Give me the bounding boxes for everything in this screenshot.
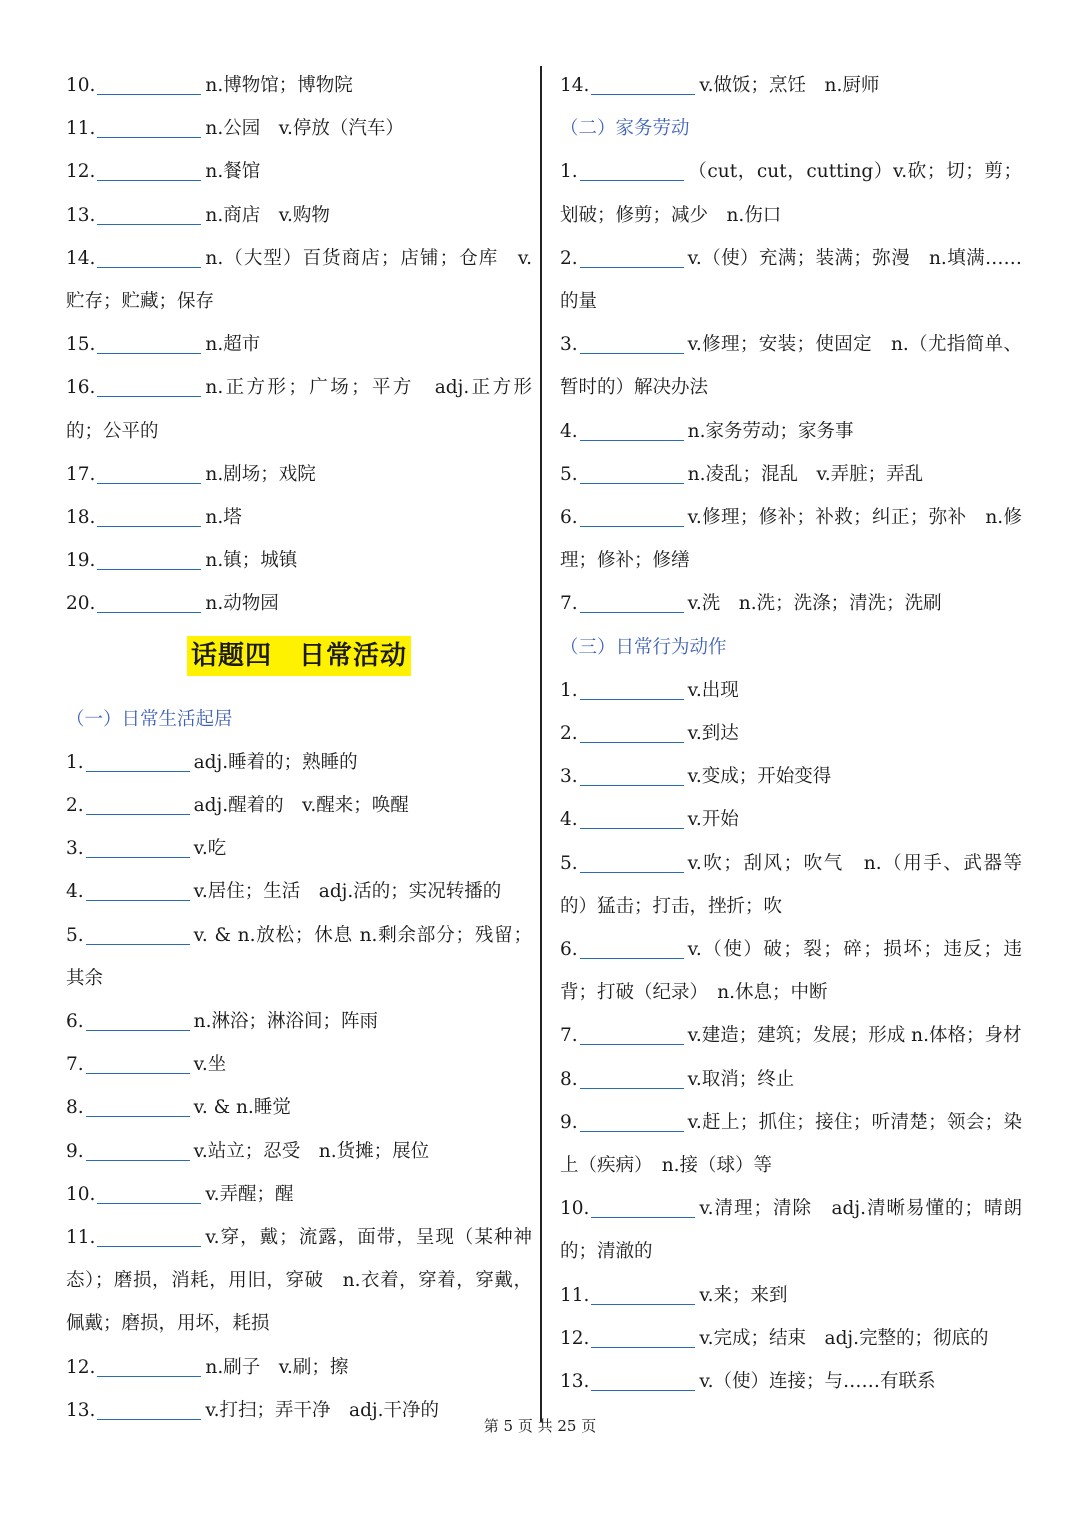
vocab-entry: [560, 453, 1022, 496]
vocab-entry: [560, 1101, 1022, 1187]
entry-number: 8.: [560, 1068, 578, 1090]
entry-definition: v.弄醒；醒: [205, 1183, 294, 1205]
vocab-entry: [560, 842, 1022, 928]
entry-number: 13.: [560, 1371, 590, 1393]
entry-number: 18.: [66, 507, 96, 529]
vocab-entry: [560, 1274, 1022, 1317]
entry-number: 5.: [560, 852, 578, 874]
entry-number: 3.: [560, 334, 578, 356]
entry-number: 12.: [66, 161, 96, 183]
column-divider: [540, 66, 542, 1422]
answer-blank[interactable]: [97, 70, 201, 95]
vocab-entry: [66, 539, 532, 582]
vocab-entry: [66, 1173, 532, 1216]
entry-number: 7.: [66, 1054, 84, 1076]
entry-number: 14.: [66, 247, 96, 269]
entry-number: 2.: [560, 723, 578, 745]
entry-definition: v.变成；开始变得: [687, 766, 832, 788]
answer-blank[interactable]: [86, 920, 190, 945]
entry-definition: n.塔: [205, 507, 242, 529]
entry-number: 3.: [66, 838, 84, 860]
answer-blank[interactable]: [580, 459, 684, 484]
entry-number: 6.: [560, 507, 578, 529]
entry-definition: v.修理；安装；使固定 n.（尤指简单、暂时的）解决办法: [560, 334, 1022, 399]
entry-number: 17.: [66, 463, 96, 485]
vocab-entry: [66, 827, 532, 870]
answer-blank[interactable]: [580, 329, 684, 354]
entry-number: 12.: [66, 1356, 96, 1378]
answer-blank[interactable]: [591, 1366, 695, 1391]
entry-definition: v.取消；终止: [687, 1068, 795, 1090]
vocab-entry: [66, 366, 532, 452]
answer-blank[interactable]: [580, 243, 684, 268]
answer-blank[interactable]: [97, 1352, 201, 1377]
entry-definition: n.公园 v.停放（汽车）: [205, 118, 404, 140]
entry-number: 4.: [66, 881, 84, 903]
answer-blank[interactable]: [580, 1020, 684, 1045]
entry-number: 15.: [66, 334, 96, 356]
answer-blank[interactable]: [580, 1107, 684, 1132]
vocab-entry: [66, 870, 532, 913]
vocab-entry: [560, 150, 1022, 236]
entry-definition: n.博物馆；博物院: [205, 75, 353, 96]
entry-definition: n.家务劳动；家务事: [687, 420, 854, 442]
entry-definition: adj.醒着的 v.醒来；唤醒: [193, 795, 409, 817]
entry-number: 1.: [560, 161, 578, 183]
entry-definition: n.凌乱；混乱 v.弄脏；弄乱: [687, 463, 924, 485]
entry-number: 13.: [66, 1399, 96, 1421]
entry-number: 7.: [560, 1025, 578, 1047]
page-footer: 第 5 页 共 25 页: [483, 1417, 597, 1435]
vocab-entry: [560, 582, 1022, 625]
vocab-entry: [560, 237, 1022, 323]
entry-number: 9.: [66, 1140, 84, 1162]
entry-definition: v.穿，戴；流露，面带，呈现（某种神态）；磨损，消耗，用旧，穿破 n.衣着，穿着，穿戴，佩戴；磨损，用坏，耗损: [66, 1227, 532, 1335]
entry-definition: v. & n.放松；休息 n.剩余部分；残留；其余: [66, 924, 532, 989]
vocab-entry: [66, 1043, 532, 1086]
answer-blank[interactable]: [580, 502, 684, 527]
entry-number: 4.: [560, 809, 578, 831]
entry-definition: v.完成；结束 adj.完整的；彻底的: [699, 1327, 989, 1349]
entry-number: 5.: [66, 924, 84, 946]
entry-number: 11.: [560, 1284, 590, 1306]
vocab-entry: [66, 1346, 532, 1389]
entry-definition: v.坐: [193, 1054, 227, 1076]
entry-number: 7.: [560, 593, 578, 615]
right-column: [560, 64, 1022, 1403]
entry-definition: v.站立；忍受 n.货摊；展位: [193, 1140, 430, 1162]
entry-definition: v.做饭；烹饪 n.厨师: [699, 75, 880, 96]
entry-definition: n.（大型）百货商店；店铺；仓库 v.贮存；贮藏；保存: [66, 247, 532, 313]
answer-blank[interactable]: [591, 1193, 695, 1218]
answer-blank[interactable]: [86, 1092, 190, 1117]
answer-blank[interactable]: [97, 502, 201, 527]
vocab-entry: [66, 1086, 532, 1129]
entry-number: 6.: [66, 1011, 84, 1033]
entry-definition: v.建造；建筑；发展；形成 n.体格；身材: [687, 1025, 1022, 1047]
entry-number: 3.: [560, 766, 578, 788]
answer-blank[interactable]: [97, 1179, 201, 1204]
entry-definition: v.出现: [687, 679, 739, 701]
answer-blank[interactable]: [97, 200, 201, 225]
entry-definition: v.开始: [687, 809, 739, 831]
vocab-entry: [66, 64, 532, 107]
section-heading: （三）日常行为动作: [560, 636, 727, 658]
answer-blank[interactable]: [86, 747, 190, 772]
answer-blank[interactable]: [580, 848, 684, 873]
vocab-entry: [560, 669, 1022, 712]
entry-definition: adj.睡着的；熟睡的: [193, 751, 358, 773]
entry-number: 2.: [560, 247, 578, 269]
answer-blank[interactable]: [86, 790, 190, 815]
entry-number: 16.: [66, 377, 96, 399]
entry-number: 19.: [66, 550, 96, 572]
entry-number: 10.: [66, 75, 96, 96]
entry-number: 4.: [560, 420, 578, 442]
entry-definition: v.清理；清除 adj.清晰易懂的；晴朗的；清澈的: [560, 1198, 1022, 1263]
answer-blank[interactable]: [580, 588, 684, 613]
entry-number: 9.: [560, 1111, 578, 1133]
entry-definition: n.镇；城镇: [205, 550, 298, 572]
vocab-entry: [66, 107, 532, 150]
vocab-entry: [560, 496, 1022, 582]
entry-definition: n.超市: [205, 334, 261, 356]
entry-definition: n.餐馆: [205, 161, 261, 183]
entry-definition: v.到达: [687, 723, 739, 745]
answer-blank[interactable]: [97, 372, 201, 397]
vocab-entry: [560, 64, 1022, 107]
answer-blank[interactable]: [97, 588, 201, 613]
answer-blank[interactable]: [86, 833, 190, 858]
entry-definition: n.正方形；广场；平方 adj.正方形的；公平的: [66, 377, 532, 442]
section-heading: （二）家务劳动: [560, 118, 690, 140]
entry-definition: v.居住；生活 adj.活的；实况转播的: [193, 881, 502, 903]
vocab-entry: [560, 1058, 1022, 1101]
answer-blank[interactable]: [97, 1222, 201, 1247]
vocab-entry: [66, 1130, 532, 1173]
vocab-entry: [560, 1360, 1022, 1403]
entry-number: 1.: [560, 679, 578, 701]
entry-number: 11.: [66, 118, 96, 140]
entry-definition: n.剧场；戏院: [205, 463, 316, 485]
entry-definition: v.（使）充满；装满；弥漫 n.填满……的量: [560, 247, 1022, 313]
answer-blank[interactable]: [86, 1049, 190, 1074]
answer-blank[interactable]: [591, 1323, 695, 1348]
vocab-entry: [66, 784, 532, 827]
entry-definition: n.商店 v.购物: [205, 204, 330, 226]
left-column: [66, 64, 532, 1432]
entry-number: 13.: [66, 204, 96, 226]
entry-definition: n.动物园: [205, 593, 279, 615]
vocab-entry: [66, 914, 532, 1000]
topic-title: 话题四 日常活动: [187, 636, 411, 676]
answer-blank[interactable]: [591, 70, 695, 95]
entry-definition: v.吃: [193, 838, 227, 860]
vocab-entry: [560, 1187, 1022, 1273]
entry-definition: v.洗 n.洗；洗涤；清洗；洗刷: [687, 593, 942, 615]
entry-definition: v.吹；刮风；吹气 n.（用手、武器等的）猛击；打击，挫折；吹: [560, 852, 1022, 917]
vocab-entry: [560, 712, 1022, 755]
answer-blank[interactable]: [580, 1064, 684, 1089]
entry-definition: n.淋浴；淋浴间；阵雨: [193, 1011, 378, 1033]
answer-blank[interactable]: [591, 1280, 695, 1305]
entry-number: 2.: [66, 795, 84, 817]
answer-blank[interactable]: [97, 459, 201, 484]
entry-number: 6.: [560, 939, 578, 961]
entry-definition: v.（使）破；裂；碎；损坏；违反；违背；打破（纪录） n.休息；中断: [560, 939, 1022, 1004]
entry-number: 1.: [66, 751, 84, 773]
answer-blank[interactable]: [580, 718, 684, 743]
answer-blank[interactable]: [580, 675, 684, 700]
vocab-entry: [66, 496, 532, 539]
entry-definition: v.（使）连接；与……有联系: [699, 1371, 936, 1393]
section-heading: （一）日常生活起居: [66, 708, 233, 730]
answer-blank[interactable]: [97, 329, 201, 354]
entry-number: 10.: [66, 1183, 96, 1205]
answer-blank[interactable]: [97, 545, 201, 570]
answer-blank[interactable]: [580, 804, 684, 829]
answer-blank[interactable]: [97, 113, 201, 138]
entry-number: 5.: [560, 463, 578, 485]
vocab-entry: [66, 1000, 532, 1043]
answer-blank[interactable]: [580, 156, 684, 181]
vocab-entry: [560, 928, 1022, 1014]
answer-blank[interactable]: [580, 934, 684, 959]
vocab-entry: [66, 323, 532, 366]
vocab-entry: [560, 410, 1022, 453]
answer-blank[interactable]: [580, 761, 684, 786]
answer-blank[interactable]: [97, 156, 201, 181]
entry-number: 12.: [560, 1327, 590, 1349]
entry-definition: n.刷子 v.刷；擦: [205, 1356, 349, 1378]
vocab-entry: [560, 1014, 1022, 1057]
entry-definition: v. & n.睡觉: [193, 1097, 291, 1119]
vocab-entry: [560, 1317, 1022, 1360]
vocab-entry: [66, 1216, 532, 1346]
answer-blank[interactable]: [97, 243, 201, 268]
vocab-entry: [560, 755, 1022, 798]
entry-number: 14.: [560, 75, 590, 96]
vocab-entry: [66, 582, 532, 625]
vocab-entry: [66, 453, 532, 496]
vocab-entry: [66, 194, 532, 237]
entry-definition: v.打扫；弄干净 adj.干净的: [205, 1399, 440, 1421]
answer-blank[interactable]: [86, 1006, 190, 1031]
answer-blank[interactable]: [86, 876, 190, 901]
entry-number: 11.: [66, 1227, 96, 1249]
answer-blank[interactable]: [86, 1136, 190, 1161]
vocab-entry: [66, 237, 532, 323]
entry-number: 8.: [66, 1097, 84, 1119]
entry-number: 20.: [66, 593, 96, 615]
vocab-entry: [66, 741, 532, 784]
vocab-entry: [66, 150, 532, 193]
topic-heading-wrap: [66, 626, 532, 698]
entry-definition: v.赶上；抓住；接住；听清楚；领会；染上（疾病） n.接（球）等: [560, 1111, 1022, 1177]
entry-number: 10.: [560, 1198, 590, 1220]
answer-blank[interactable]: [580, 416, 684, 441]
entry-definition: v.修理；修补；补救；纠正；弥补 n.修理；修补；修缮: [560, 507, 1022, 572]
vocab-entry: [560, 323, 1022, 409]
entry-definition: v.来；来到: [699, 1284, 788, 1306]
entry-definition: （cut，cut，cutting）v.砍；切；剪；划破；修剪；减少 n.伤口: [560, 161, 1022, 226]
vocab-entry: [560, 798, 1022, 841]
